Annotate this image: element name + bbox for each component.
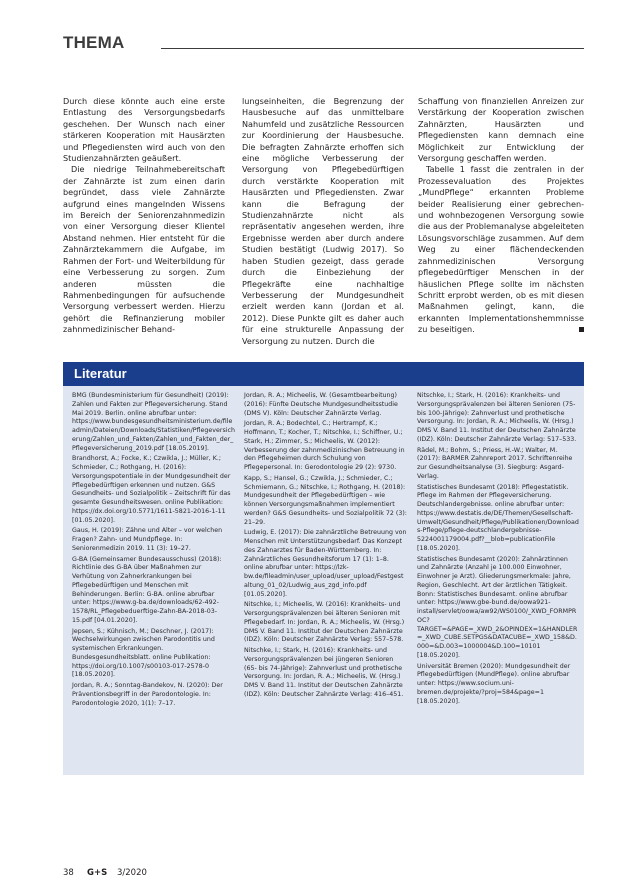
article-end-mark — [579, 327, 584, 332]
article-body — [63, 96, 584, 346]
paragraph — [418, 164, 584, 335]
literature-column-1 — [72, 392, 235, 710]
body-column-1 — [63, 96, 225, 336]
page-footer — [63, 867, 363, 881]
paragraph: Schaffung von finanziellen Anreizen zur Verstärkung der Kooperation zwischen Zahnärzten, Hausärzten und Pflegediensten kann demnach eine Möglichkeit zur Entwicklung der Versorgung geschaffen werden. — [418, 96, 584, 164]
reference-entry: Rädel, M.; Bohm, S.; Priess, H.-W.; Walter, M. (2017): BARMER Zahnreport 2017. Schriftenreihe zur Gesundheitsanalyse (3). Siegburg: Asgard-Verlag. — [417, 446, 573, 480]
page-number: 38 — [63, 868, 74, 878]
reference-entry: Nitschke, I.; Stark, H. (2016): Krankheits- und Versorgungsprävalenzen bei älteren Senioren (75- bis 100-Jährige): Zahnverlust und prothetische Versorgung. In: Jordan, R. A.; Micheelis, W. (Hrsg.) DMS V. Band 11. Institut der Deutschen Zahnärzte (IDZ). Köln: Deutscher Zahnärzte Verlag: 517–533. — [417, 392, 577, 443]
reference-entry: Nitschke, I.; Micheelis, W. (2016): Krankheits- und Versorgungsprävalenzen bei älteren Senioren mit Pflegebedarf. In: Jordan, R. A.; Micheelis, W. (Hrsg.) DMS V. Band 11. Institut der Deutschen Zahnärzte (IDZ). Köln: Deutscher Zahnärzte Verlag: 557–578. — [244, 601, 405, 644]
paragraph-text: Tabelle 1 fasst die zentralen in der Prozessevaluation des Projektes „MundPflege“ erkannten Probleme beider Realisierung einer gebrechen- und wohnbezogenen Versorgung sowie die aus der Problemanalyse abgeleiteten Lösungsvorschläge zusammen. Auf dem Weg zu einer flächendeckenden zahnmedizinischen Versorgung pflegebedürftiger Menschen in der häuslichen Pflege sollte im nächsten Schritt erprobt werden, ob es mit diesen Maßnahmen gelingt, kann, die erkannten Implementationshemmnisse zu beseitigen. — [418, 164, 584, 335]
reference-entry: Jordan, R. A.; Micheelis, W. (Gesamtbearbeitung) (2016): Fünfte Deutsche Mundgesundheitsstudie (DMS V). Köln: Deutscher Zahnärzte Verlag. — [244, 392, 398, 417]
section-header — [63, 33, 584, 53]
magazine-name: G+S — [87, 868, 108, 878]
reference-entry: G-BA (Gemeinsamer Bundesausschuss) (2018): Richtlinie des G-BA über Maßnahmen zur Verhütung von Zahnerkrankungen bei Pflegebedürftigen und Menschen mit Behinderungen. Berlin: G-BA. online abrufbar unter: https://www.g-ba.de/downloads/62-492-1578/RL_Pflegebeduerftige-Zahn-BA-2018-03-15.pdf [04.01.2020]. — [72, 555, 222, 624]
reference-entry: Statistisches Bundesamt (2018): Pflegestatistik. Pflege im Rahmen der Pflegeversicherung. Deutschlandergebnisse. online abrufbar unter: https://www.destatis.de/DE/Themen/Gesellschaft-Umwelt/Gesundheit/Pflege/Publikationen/Downloads-Pflege/pflege-deutschlandergebnisse-5224001179004.pdf?__blob=publicationFile [18.05.2020]. — [417, 483, 579, 552]
reference-entry: Ludwig, E. (2017): Die zahnärztliche Betreuung von Menschen mit Unterstützungsbedarf. Das Konzept des Zahnarztes für Baden-Württemberg. In: Zahnärztliches Gesundheitsforum 17 (1): 1–8. online abrufbar unter: https://lzk-bw.de/fileadmin/user_upload/user_upload/Festgestaltung_01_02/Ludwig_aus_zgd_info.pdf [01.05.2020]. — [244, 529, 407, 598]
reference-entry: Gaus, H. (2019): Zähne und Alter – vor welchen Fragen? Zahn- und Mundpflege. In: Seniorenmedizin 2019. 11 (3): 19–27. — [72, 527, 223, 552]
reference-entry: Brandhorst, A.; Focke, K.; Czwikla, J.; Müller, K.; Schmieder, C.; Rothgang, H. (2016): Versorgungspotentiale in der Mundgesundheit der Pflegebedürftigen erkennen und nutzen. G&S Gesundheits- und Sozialpolitik – Zeitschrift für das gesamte Gesundheitswesen. online Publikation: https://dx.doi.org/10.5771/1611-5821-2016-1-11 [01.05.2020]. — [72, 455, 231, 524]
reference-entry: Nitschke, I.; Stark, H. (2016): Krankheits- und Versorgungsprävalenzen bei jüngeren Senioren (65- bis 74-Jährige): Zahnverlust und prothetische Versorgung. In: Jordan, R. A.; Micheelis, W. (Hrsg.) DMS V. Band 11. Institut der Deutschen Zahnärzte (IDZ). Köln: Deutscher Zahnärzte Verlag: 416–451. — [244, 647, 404, 698]
reference-entry: Universität Bremen (2020): Mundgesundheit der Pflegebedürftigen (MundPflege). online abrufbar unter: https://www.socium.uni-bremen.de/projekte/?proj=584&page=1 [18.05.2020]. — [417, 662, 571, 705]
literature-heading: Literatur — [74, 366, 127, 381]
issue-number: 3/2020 — [117, 868, 147, 878]
literature-heading-bar — [63, 362, 584, 386]
reference-entry: Jordan, R. A.; Sonntag-Bandekov, N. (2020): Der Präventionsbegriff in der Parodontologie. In: Parodontologie 2020, 1(1): 7–17. — [72, 682, 223, 707]
paragraph: Die niedrige Teilnahmebereitschaft der Zahnärzte ist zum einen darin begründet, dass viele Zahnärzte aufgrund eines mangelnden Wissens im Bereich der Seniorenzahnmedizin von einer Versorgung dieser Klientel Abstand nehmen. Hier entsteht für die Zahnärztekammern die Aufgabe, im Rahmen der Fort- und Weiterbildung für eine Verbesserung zu sorgen. Zum anderen müssten die Rahmenbedingungen für aufsuchende Versorgung verbessert werden. Hierzu gehört die Refinanzierung mobiler zahnmedizinischer Behand- — [63, 164, 225, 335]
section-title: THEMA — [63, 33, 125, 52]
literature-column-2 — [244, 392, 407, 702]
paragraph: Durch diese könnte auch eine erste Entlastung des Versorgungsbedarfs geschehen. Der Wunsch nach einer stärkeren Kooperation mit Hausärzten und Pflegediensten wird auch von den Studienzahnärzten geäußert. — [63, 96, 225, 164]
header-rule — [161, 48, 584, 49]
reference-entry: Jepsen, S.; Kühnisch, M.; Deschner, J. (2017): Wechselwirkungen zwischen Parodontitis und systemischen Erkrankungen. Bundesgesundheitsblatt. online Publikation: https://doi.org/10.1007/s00103-017-2578-0 [18.05.2020]. — [72, 627, 215, 679]
body-column-3 — [418, 96, 584, 336]
literature-column-3 — [417, 392, 580, 708]
reference-entry: BMG (Bundesministerium für Gesundheit) (2019): Zahlen und Fakten zur Pflegeversicherung. Stand Mai 2019. Berlin. online abrufbar unter: https://www.bundesgesundheitsministerium.de/fileadmin/Dateien/Downloads/Statistiken/Pflegeversicherung/Zahlen_und_Fakten/Zahlen_und_Fakten_der_Pflegeversicherung_2019.pdf [18.05.2019]. — [72, 392, 235, 452]
literature-list — [63, 386, 584, 775]
paragraph: lungseinheiten, die Begrenzung der Hausbesuche auf das unmittelbare Nahumfeld und zusätzliche Ressourcen zur Koordinierung der Hausbesuche. Die befragten Zahnärzte erhoffen sich eine mögliche Verbesserung der Versorgung von Pflegebedürftigen durch verstärkte Kooperation mit Hausärzten und Pflegediensten. Zwar kann die Befragung der Studienzahnärzte nicht als repräsentativ angesehen werden, ihre Ergebnisse werden aber durch andere Studien bestätigt (Ludwig 2017). So haben Studien gezeigt, dass gerade durch die Einbeziehung der Pflegekräfte eine nachhaltige Verbesserung der Mundgesundheit erzielt werden kann (Jordan et al. 2012). Diese Punkte gilt es daher auch für eine strukturelle Anpassung der Versorgung zu nutzen. Durch die — [242, 96, 404, 346]
reference-entry: Jordan, R. A.; Bodechtel, C.; Hertrampf, K.; Hoffmann, T.; Kocher, T.; Nitschke, I.; Schiffner, U.; Stark, H.; Zimmer, S.; Micheelis, W. (2012): Verbesserung der zahnmedizinischen Betreuung in den Pflegeheimen durch Schulung von Pflegepersonal. In: Gerodontologie 29 (2): 9730. — [244, 420, 405, 471]
reference-entry: Statistisches Bundesamt (2020): Zahnärztinnen und Zahnärzte (Anzahl je 100.000 Einwohner, Einwohner je Arzt). Gliederungsmerkmale: Jahre, Region, Geschlecht. Art der ärztlichen Tätigkeit. Bonn: Statistisches Bundesamt. online abrufbar unter: https://www.gbe-bund.de/oowa921-install/servlet/oowa/aw92/WS0100/_XWD_FORMPROC?TARGET=&PAGE=_XWD_2&OPINDEX=1&HANDLER=_XWD_CUBE.SETPGS&DATACUBE=_XWD_158&D.000=&D.003=1000004&D.100=10101 [18.05.2020]. — [417, 555, 578, 659]
reference-entry: Kapp, S.; Hansel, G.; Czwikla, J.; Schmieder, C.; Schmiemann, G.; Nitschke, I.; Rothgang, H. (2018): Mundgesundheit der Pflegebedürftigen – wie können Versorgungsmaßnahmen implementiert werden? G&S Gesundheits- und Sozialpolitik 72 (3): 21–29. — [244, 474, 407, 526]
body-column-2 — [242, 96, 404, 347]
